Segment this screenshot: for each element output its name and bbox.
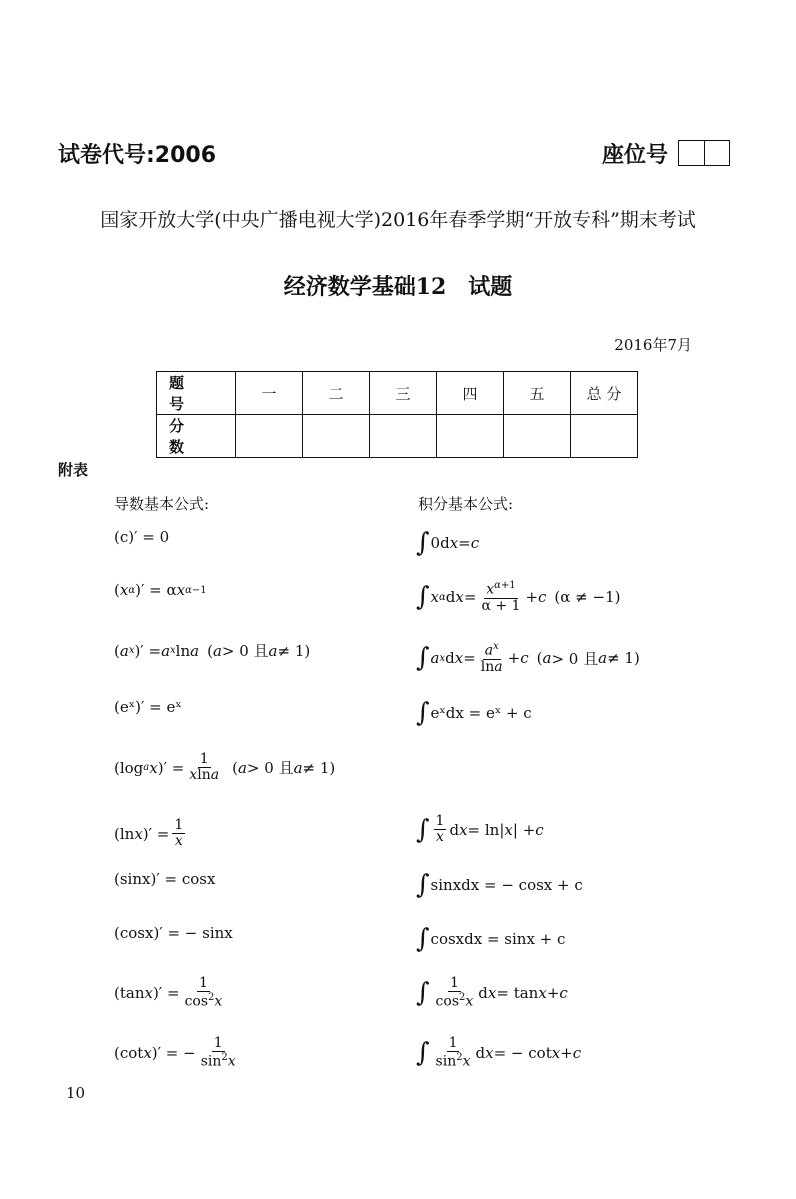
integral-formula-natural-exponential: ∫ eˣdx = eˣ + c (416, 698, 532, 728)
integral-formula-zero: ∫ 0d x = c (416, 528, 480, 558)
exam-heading: 国家开放大学(中央广播电视大学)2016年春季学期“开放专科”期末考试 (100, 209, 696, 231)
derivative-formula-natural-log: (ln x )′ = $\frac{1}{x}$ (114, 817, 184, 850)
integral-formula-power: ∫ x α d x = $\frac{x^{\alpha+1}}{\alpha + 1}$ + c (α ≠ −1) (416, 580, 621, 615)
derivative-formula-cosine: (cosx)′ = − sinx (114, 924, 233, 942)
appendix-label: 附表 (58, 461, 89, 479)
column-header: 五 (504, 372, 571, 415)
derivative-formula-logarithm: (log a x )′ = $\frac{1}{xlna}$ ( a > 0 且 a ≠ 1) (114, 751, 336, 784)
score-cell[interactable] (437, 415, 504, 458)
derivative-formula-cotangent: (cot x )′ = − $\frac{1}{\sin^2x}$ (114, 1035, 236, 1071)
derivative-formulas-title: 导数基本公式: (114, 495, 210, 513)
derivative-formula-natural-exponential: (eˣ)′ = eˣ (114, 698, 182, 716)
integral-formula-cosine: ∫ cosxdx = sinx + c (416, 924, 566, 954)
score-cell[interactable] (370, 415, 437, 458)
derivative-formula-constant: (c)′ = 0 (114, 528, 170, 546)
integral-formula-reciprocal: ∫ $\frac{1}{x}$ d x = ln| x | + c (416, 813, 544, 846)
exam-date: 2016年7月 (614, 336, 692, 354)
integral-formula-exponential: ∫ a x d x = $\frac{a^x}{\ln a}$ + c ( a > 0 且 a ≠ 1) (416, 641, 640, 676)
table-row (157, 372, 638, 415)
derivative-formula-sine: (sinx)′ = cosx (114, 870, 216, 888)
score-cell[interactable] (571, 415, 638, 458)
score-header: 分 数 (157, 415, 236, 458)
integral-formulas-title: 积分基本公式: (418, 495, 514, 513)
column-header: 四 (437, 372, 504, 415)
integral-formula-natural-exponential-text: eˣdx = eˣ + c (430, 704, 532, 722)
table-row (157, 415, 638, 458)
column-header: 三 (370, 372, 437, 415)
score-cell[interactable] (303, 415, 370, 458)
exam-title: 经济数学基础12 试题 (283, 274, 513, 300)
integral-formula-secant-squared: ∫ $\frac{1}{\cos^2x}$ d x = tan x + c (416, 975, 568, 1011)
seat-number-cell[interactable] (679, 141, 704, 165)
seat-number-box[interactable] (678, 140, 730, 166)
score-table (156, 371, 638, 458)
score-cell[interactable] (504, 415, 571, 458)
score-cell[interactable] (236, 415, 303, 458)
integral-formula-sine-text: sinxdx = − cosx + c (430, 876, 583, 894)
derivative-formula-exponential: ( a x )′ = a x ln a ( a > 0 且 a ≠ 1) (114, 641, 311, 660)
column-header: 二 (303, 372, 370, 415)
column-header: 一 (236, 372, 303, 415)
integral-formula-cosecant-squared: ∫ $\frac{1}{\sin^2x}$ d x = − cot x + c (416, 1035, 582, 1071)
paper-code: 试卷代号:2006 (58, 143, 217, 168)
page-number: 10 (66, 1084, 86, 1102)
seat-number-label: 座位号 (602, 143, 669, 168)
column-header: 总 分 (571, 372, 638, 415)
derivative-formula-power: ( x α )′ = α x α−1 (114, 581, 207, 599)
seat-number-cell[interactable] (704, 141, 730, 165)
integral-formula-sine: ∫ sinxdx = − cosx + c (416, 870, 583, 900)
integral-formula-cosine-text: cosxdx = sinx + c (430, 930, 566, 948)
question-number-header: 题 号 (157, 372, 236, 415)
derivative-formula-tangent: (tan x )′ = $\frac{1}{\cos^2x}$ (114, 975, 223, 1011)
